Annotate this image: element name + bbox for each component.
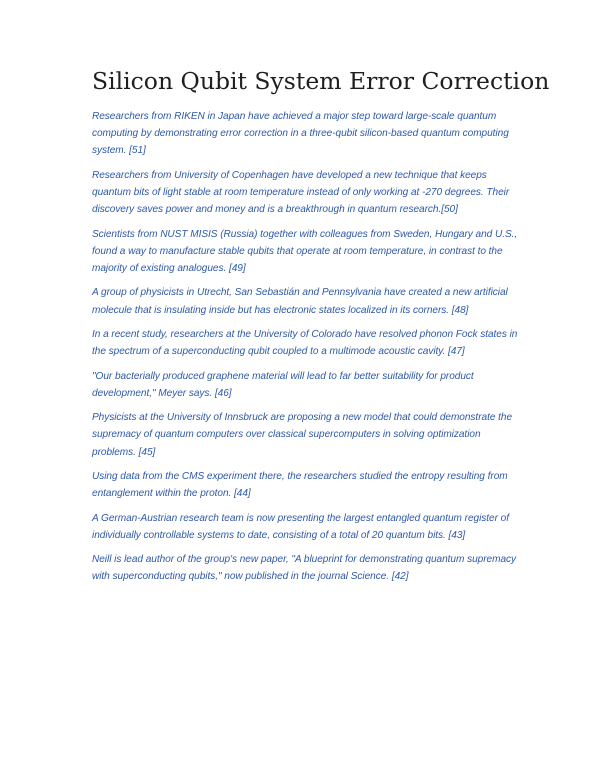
paragraph: In a recent study, researchers at the University of Colorado have resolved phonon Fock states in the spectrum of a superconducting qubit coupled to a multimode acoustic cavity. [47] <box>92 328 518 358</box>
page-title: Silicon Qubit System Error Correction <box>92 67 550 95</box>
paragraph: A German-Austrian research team is now presenting the largest entangled quantum register of individually controllable systems to date, consisting of a total of 20 quantum bits. [43] <box>92 512 509 541</box>
paragraph: Using data from the CMS experiment there, the researchers studied the entropy resulting from entanglement within the proton. [44] <box>92 470 508 500</box>
paragraph: Researchers from University of Copenhagen have developed a new technique that keeps quantum bits of light stable at room temperature instead of only working at -270 degrees. Their discovery saves power and money and is a breakthrough in quantum research.[50] <box>92 169 510 216</box>
paragraph: A group of physicists in Utrecht, San Sebastián and Pennsylvania have created a new artificial molecule that is insulating inside but has electronic states localized in its corners. [48] <box>92 287 508 316</box>
paragraph: Physicists at the University of Innsbruck are proposing a new model that could demonstrate the supremacy of quantum computers over classical supercomputers in solving optimization problems. [45] <box>92 412 513 458</box>
paragraph: Scientists from NUST MISIS (Russia) together with colleagues from Sweden, Hungary and U.S., found a way to manufacture stable qubits that operate at room temperature, in contrast to the majority of existing analogues. [49] <box>92 228 518 274</box>
paragraph-list <box>92 108 522 593</box>
paragraph: Researchers from RIKEN in Japan have achieved a major step toward large-scale quantum computing by demonstrating error correction in a three-qubit silicon-based quantum computing system. [51] <box>92 111 509 157</box>
paragraph: "Our bacterially produced graphene material will lead to far better suitability for product development," Meyer says. [46] <box>92 370 474 399</box>
paragraph: Neill is lead author of the group's new paper, "A blueprint for demonstrating quantum supremacy with superconducting qubits," now published in the journal Science. [42] <box>92 554 517 583</box>
